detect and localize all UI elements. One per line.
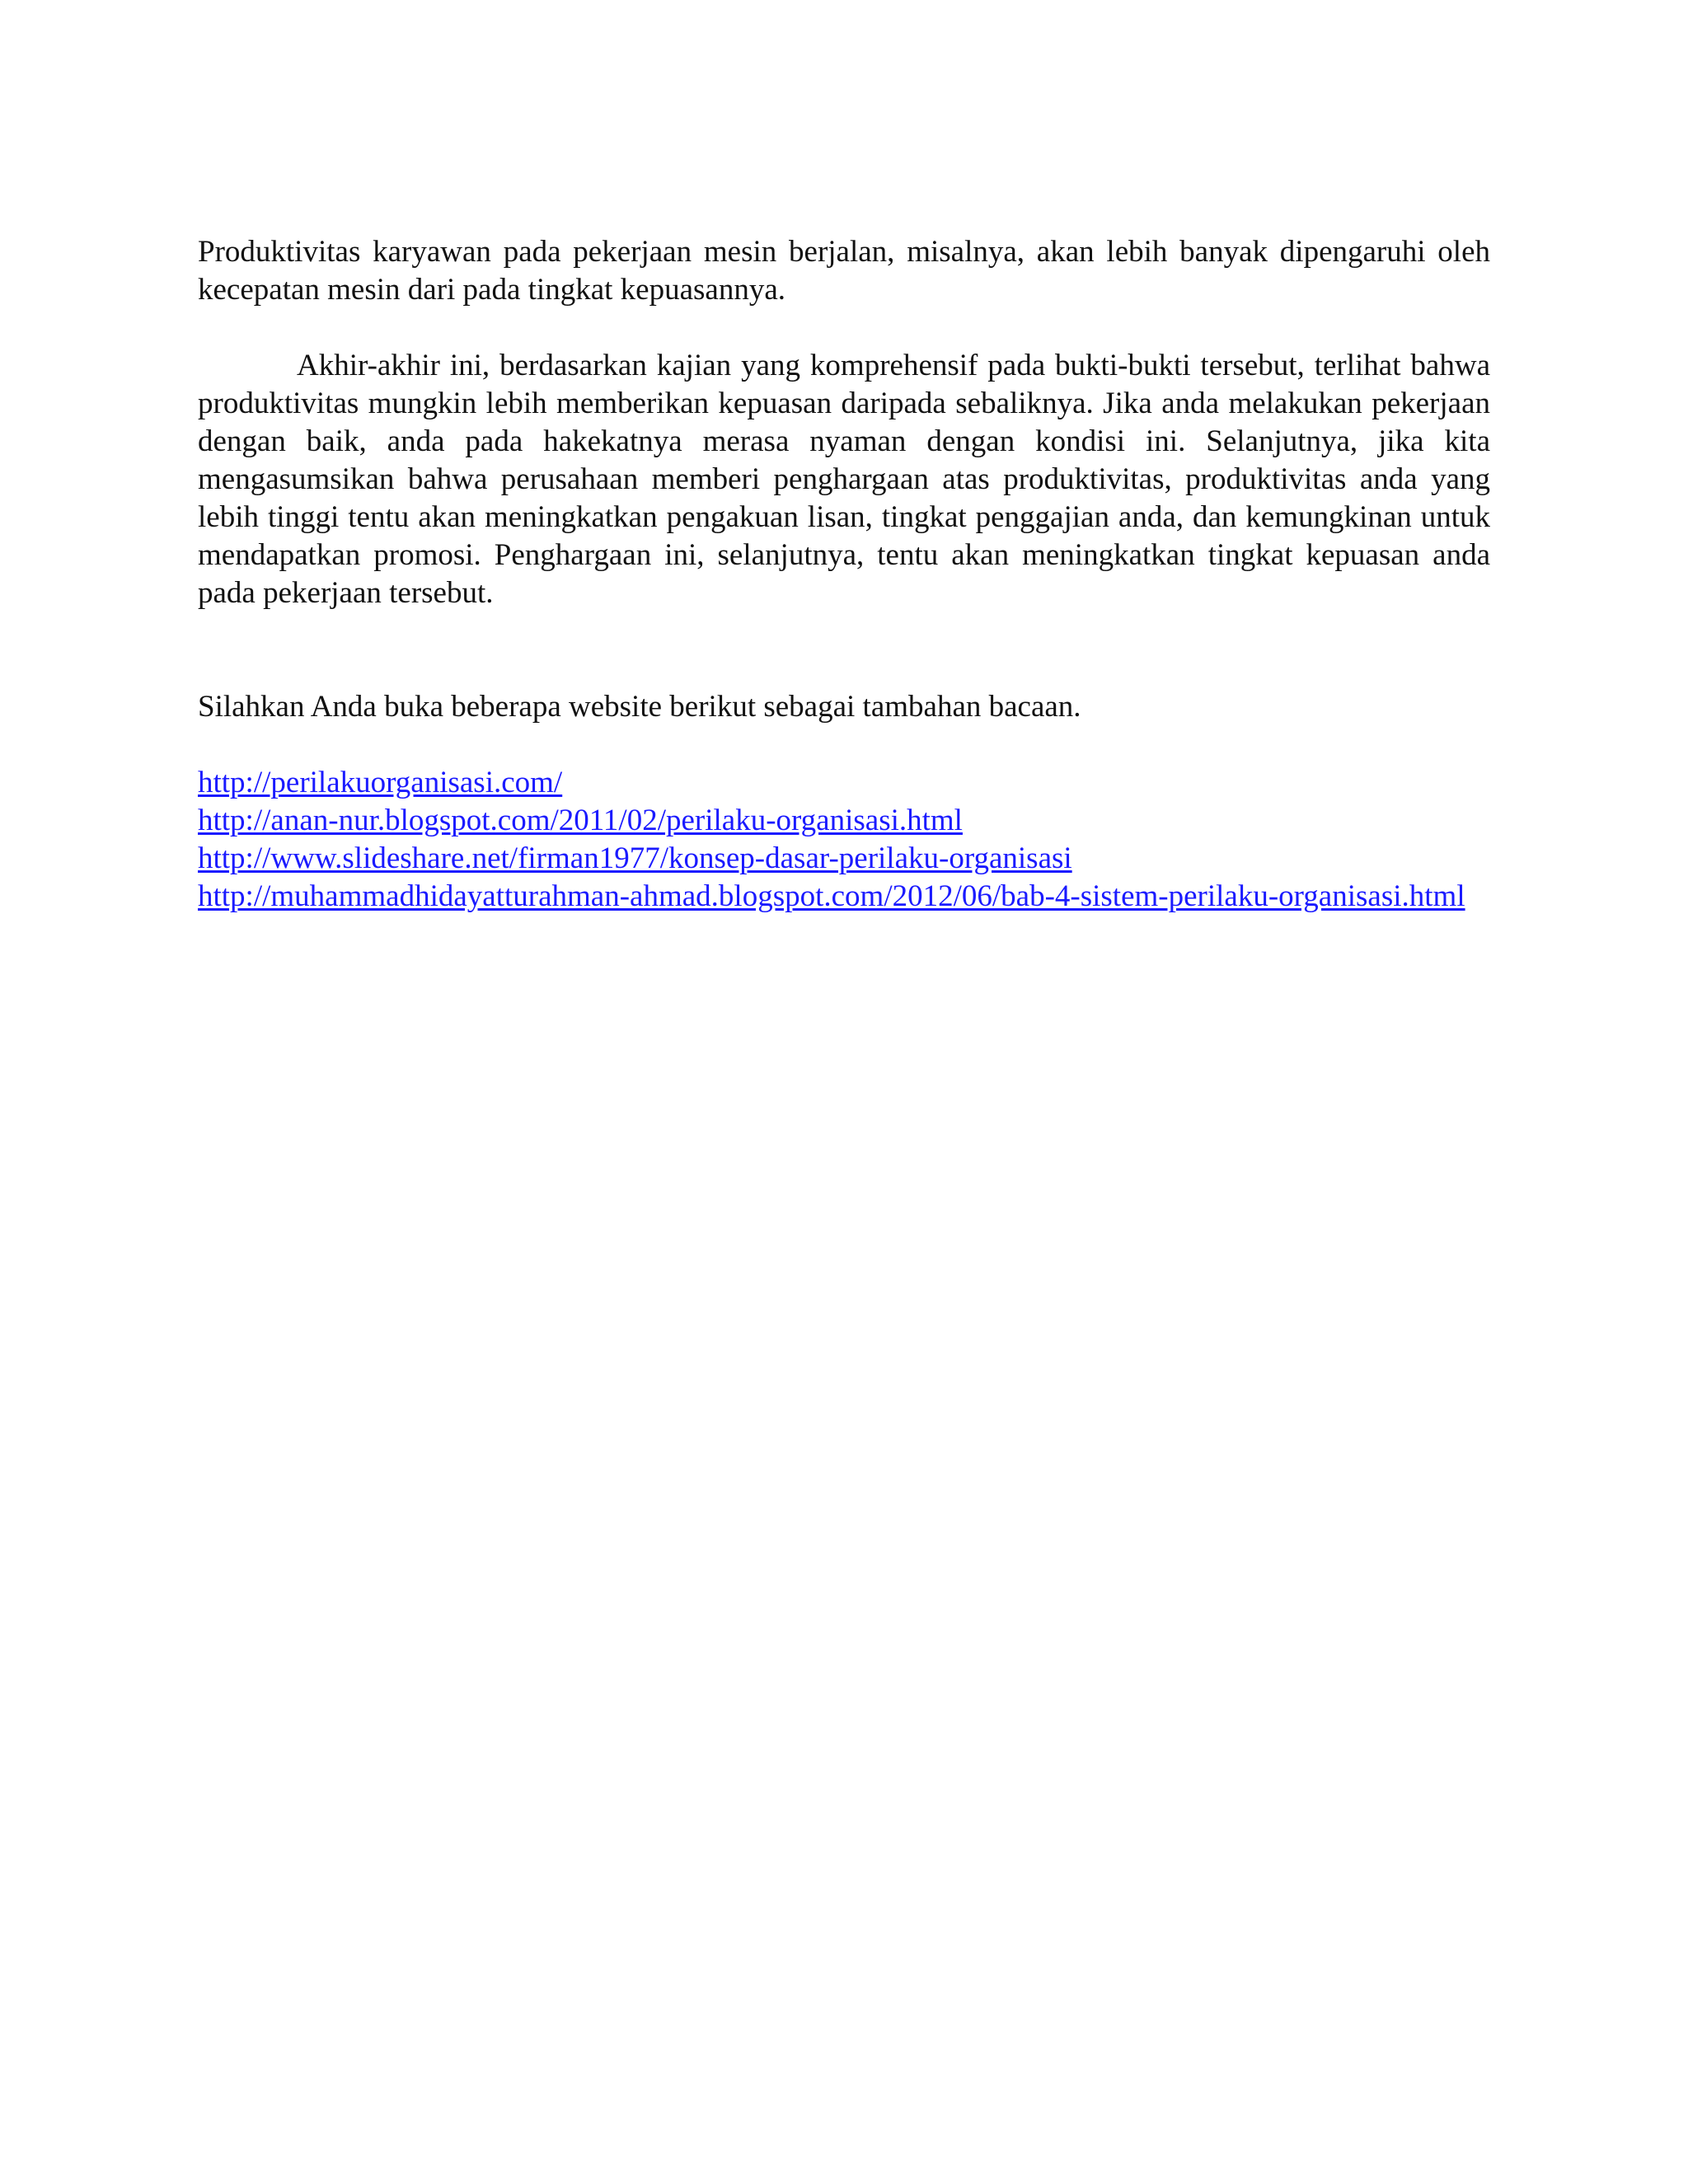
paragraph-reading-instruction: Silahkan Anda buka beberapa website berikut sebagai tambahan bacaan.: [198, 690, 1081, 724]
list-item: [198, 802, 1490, 840]
paragraph-productivity-satisfaction: Akhir-akhir ini, berdasarkan kajian yang komprehensif pada bukti-bukti tersebut, terlihat bahwa produktivitas mungkin lebih memberikan kepuasan daripada sebaliknya. Jika anda melakukan pekerjaan dengan baik, anda pada hakekatnya merasa nyaman dengan kondisi ini. Selanjutnya, jika kita mengasumsikan bahwa perusahaan memberi penghargaan atas produktivitas, produktivitas anda yang lebih tinggi tentu akan meningkatkan pengakuan lisan, tingkat penggajian anda, dan kemungkinan untuk mendapatkan promosi. Penghargaan ini, selanjutnya, tentu akan meningkatkan tingkat kepuasan anda pada pekerjaan tersebut.: [198, 349, 1490, 610]
link-anan-nur-blogspot[interactable]: http://anan-nur.blogspot.com/2011/02/perilaku-organisasi.html: [198, 804, 963, 837]
list-item: [198, 840, 1490, 878]
reference-link-list: [198, 764, 1490, 916]
document-body: [198, 233, 1490, 916]
link-perilakuorganisasi[interactable]: http://perilakuorganisasi.com/: [198, 766, 563, 799]
link-slideshare-firman1977[interactable]: http://www.slideshare.net/firman1977/konsep-dasar-perilaku-organisasi: [198, 841, 1072, 875]
list-item: [198, 764, 1490, 802]
paragraph-productivity-machine: Produktivitas karyawan pada pekerjaan mesin berjalan, misalnya, akan lebih banyak dipengaruhi oleh kecepatan mesin dari pada tingkat kepuasannya.: [198, 235, 1490, 307]
link-muhammadhidayatturahman-blogspot[interactable]: http://muhammadhidayatturahman-ahmad.blogspot.com/2012/06/bab-4-sistem-perilaku-organisasi.html: [198, 879, 1465, 913]
list-item: [198, 878, 1490, 916]
